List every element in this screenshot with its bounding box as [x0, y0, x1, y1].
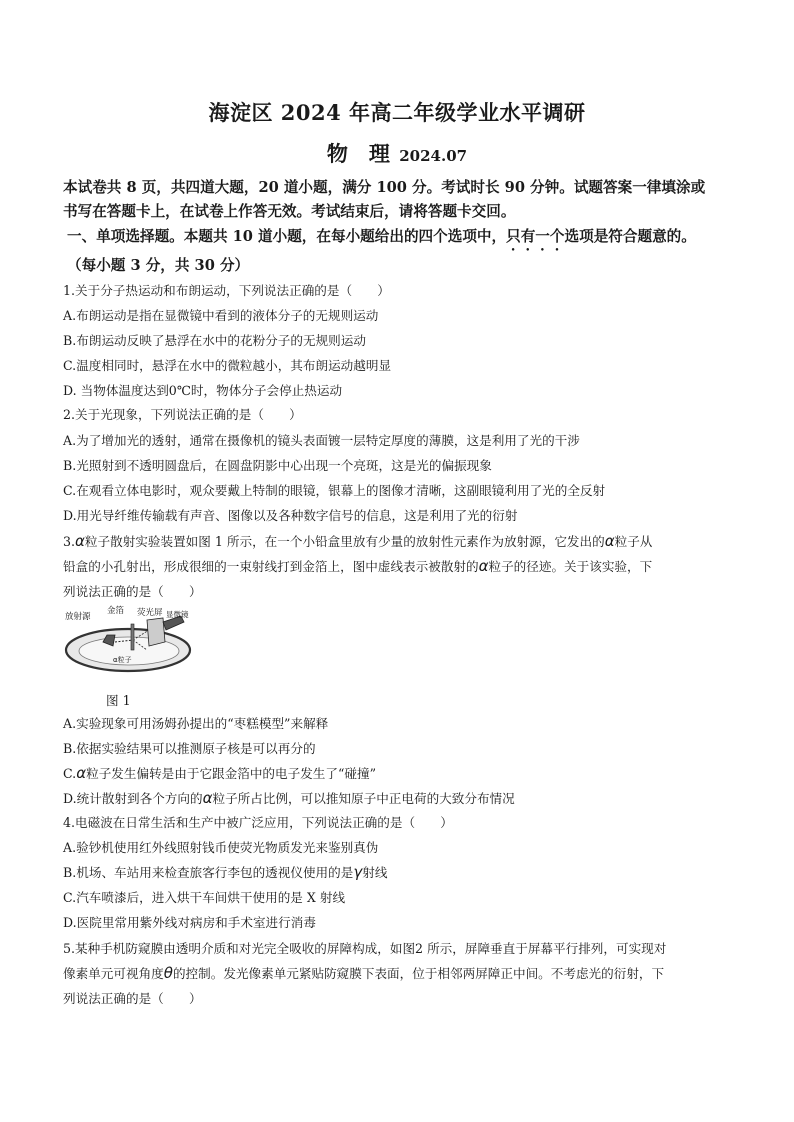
label-source: 放射源: [65, 612, 91, 622]
q5-stem-line-1: 5.某种手机防窥膜由透明介质和对光完全吸收的屏障构成，如图2 所示，屏障垂直于屏幕平行排列，可实现对: [63, 941, 667, 956]
q2-stem: 2.关于光现象，下列说法正确的是（ ）: [63, 407, 302, 422]
alpha-symbol: α: [76, 764, 87, 782]
q5-stem-line-2: [63, 963, 664, 982]
q3-stem-text-1-end: 粒子从: [614, 534, 653, 549]
q2-option-a: A.为了增加光的透射，通常在摄像机的镜头表面镀一层特定厚度的薄膜，这是利用了光的干涉: [63, 433, 580, 448]
q2-option-b: B.光照射到不透明圆盘后，在圆盘阴影中心出现一个亮斑，这是光的偏振现象: [63, 458, 492, 473]
section-heading: [67, 225, 696, 254]
section-points: （每小题 3 分，共 30 分）: [67, 257, 250, 274]
exam-title: 海淀区 2024 年高二年级学业水平调研: [208, 100, 586, 125]
q3-option-d-text-a: D.统计散射到各个方向的: [63, 791, 203, 806]
q4-option-b-text-a: B.机场、车站用来检查旅客行李包的透视仪使用的是: [63, 865, 354, 880]
q3-stem-line-1: [63, 531, 652, 550]
alpha-symbol: α: [75, 532, 85, 550]
q5-stem-text-2a: 像素单元可视角度: [63, 966, 164, 981]
q3-stem-line-3: 列说法正确的是（ ）: [63, 584, 202, 599]
label-microscope: 显微镜: [166, 610, 189, 619]
section-heading-emphasis: 只有一个: [506, 228, 565, 245]
q2-option-d: D.用光导纤维传输载有声音、图像以及各种数字信号的信息，这是利用了光的衍射: [63, 508, 518, 523]
figure-1-apparatus: [63, 604, 193, 674]
q3-stem-line-2: [63, 556, 652, 575]
q3-number: 3.: [63, 534, 76, 549]
q3-option-c-text: 粒子发生偏转是由于它跟金箔中的电子发生了“碰撞”: [86, 766, 377, 781]
q4-option-a: A.验钞机使用红外线照射钱币使荧光物质发光来鉴别真伪: [63, 840, 379, 855]
q3-option-d: [63, 788, 515, 807]
q1-option-b: B.布朗运动反映了悬浮在水中的花粉分子的无规则运动: [63, 333, 366, 348]
q4-option-b-text-b: 射线: [362, 865, 388, 880]
q3-option-c: [63, 763, 376, 782]
theta-symbol: θ: [163, 964, 173, 982]
alpha-symbol: α: [604, 532, 615, 550]
subject-line: [0, 138, 794, 168]
alpha-symbol: α: [478, 557, 489, 575]
q2-option-c: C.在观看立体电影时，观众要戴上特制的眼镜，银幕上的图像才清晰，这副眼镜利用了光的全反射: [63, 483, 606, 498]
q1-stem: 1.关于分子热运动和布朗运动，下列说法正确的是（ ）: [63, 283, 390, 298]
q5-stem-line-3: 列说法正确的是（ ）: [63, 991, 202, 1006]
q5-stem-text-2b: 的控制。发光像素单元紧贴防窥膜下表面，位于相邻两屏障正中间。不考虑光的衍射，下: [172, 966, 665, 981]
figure-1-caption: 图 1: [106, 693, 131, 708]
q4-option-d: D.医院里常用紫外线对病房和手术室进行消毒: [63, 915, 316, 930]
q1-option-a: A.布朗运动是指在显微镜中看到的液体分子的无规则运动: [63, 308, 379, 323]
intro-line-2: 书写在答题卡上，在试卷上作答无效。考试结束后，请将答题卡交回。: [63, 203, 516, 220]
q3-stem-text-2a: 铅盒的小孔射出，形成很细的一束射线打到金箔上，图中虚线表示被散射的: [63, 559, 479, 574]
exam-date: 2024.07: [399, 147, 468, 165]
q3-option-d-text-b: 粒子所占比例，可以推知原子中正电荷的大致分布情况: [212, 791, 515, 806]
alpha-symbol: α: [202, 789, 213, 807]
q4-stem: 4.电磁波在日常生活和生产中被广泛应用，下列说法正确的是（ ）: [63, 815, 453, 830]
q3-stem-text-2b: 粒子的径迹。关于该实验，下: [488, 559, 653, 574]
label-alpha-particle: α粒子: [113, 656, 132, 664]
q1-option-d: D. 当物体温度达到0℃时，物体分子会停止热运动: [63, 383, 343, 398]
q3-option-c-label: C.: [63, 766, 77, 781]
label-foil: 金箔: [107, 606, 125, 616]
subject-name: 物 理: [326, 141, 390, 166]
q4-option-b: [63, 862, 387, 881]
intro-line-1: 本试卷共 8 页，共四道大题，20 道小题，满分 100 分。考试时长 90 分钟。试题答案一律填涂或: [63, 179, 706, 196]
section-heading-b: 选项是符合题意的。: [564, 228, 696, 245]
q3-stem-text-1: 粒子散射实验装置如图 1 所示，在一个小铅盒里放有少量的放射性元素作为放射源，它发出的: [84, 534, 605, 549]
gamma-symbol: γ: [353, 863, 363, 881]
q4-option-c: C.汽车喷漆后，进入烘干车间烘干使用的是 X 射线: [63, 890, 346, 905]
q1-option-c: C.温度相同时，悬浮在水中的微粒越小，其布朗运动越明显: [63, 358, 392, 373]
q3-option-a: A.实验现象可用汤姆孙提出的“枣糕模型”来解释: [63, 716, 329, 731]
section-heading-a: 一、单项选择题。本题共 10 道小题，在每小题给出的四个选项中，: [67, 228, 507, 245]
q3-option-b: B.依据实验结果可以推测原子核是可以再分的: [63, 741, 316, 756]
label-screen: 荧光屏: [137, 608, 163, 618]
